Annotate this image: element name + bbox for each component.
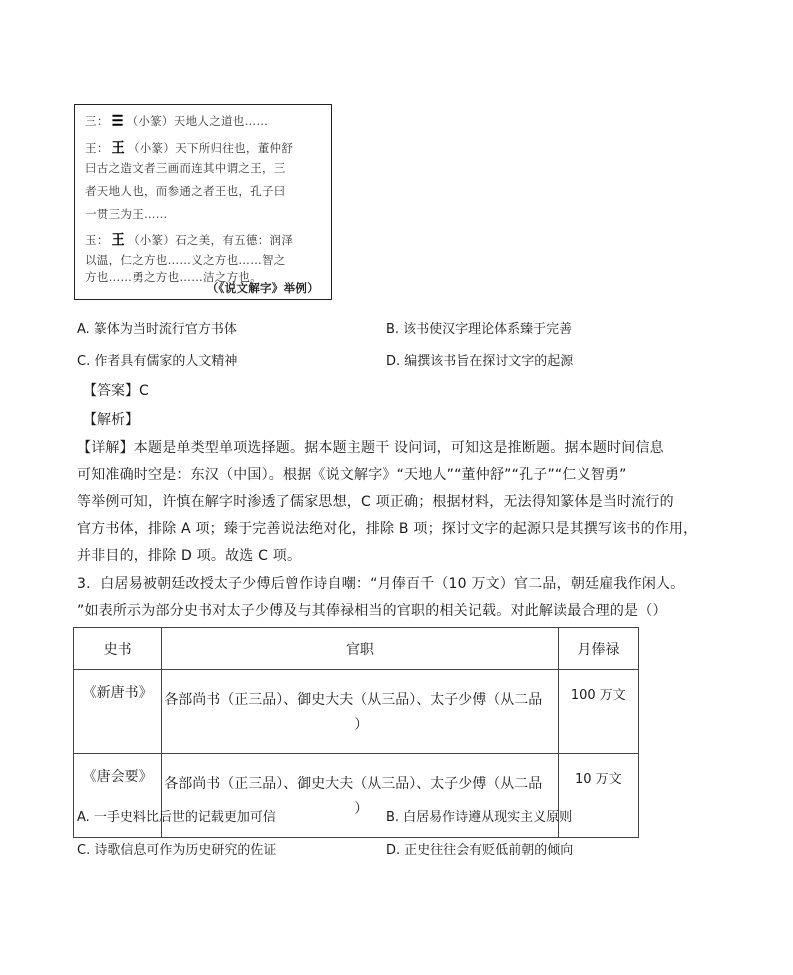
cell-post-line: 各部尚书（正三品）、御史大夫（从三品）、太子少傅（从二品 [164, 776, 543, 792]
excerpt-text: （小篆）天地人之道也…… [126, 114, 269, 128]
excerpt-line: 王： 王 （小篆）天下所归往也，董仲舒 [85, 137, 293, 156]
excerpt-line: 三： ☰ （小篆）天地人之道也…… [85, 113, 269, 130]
header-post: 官职 [162, 628, 558, 670]
shuowen-excerpt-box [74, 104, 332, 300]
excerpt-line: 者天地人也，而参通之者王也，孔子曰 [85, 184, 286, 198]
seal-script-glyph: 王 [111, 140, 125, 157]
q3-option-d: D. 正史往往会有贬低前朝的倾向 [386, 843, 574, 858]
answer-label: 【答案】C [83, 383, 149, 399]
explanation-line: 等举例可知，许慎在解字时渗透了儒家思想，C 项正确；根据材料，无法得知篆体是当时流行的 [77, 494, 674, 510]
cell-post-line: 各部尚书（正三品）、御史大夫（从三品）、太子少傅（从二品 [164, 692, 543, 708]
header-book: 史书 [74, 628, 162, 670]
q2-option-d: D. 编撰该书旨在探讨文字的起源 [386, 354, 574, 369]
excerpt-char: 王 [85, 141, 97, 155]
cell-book: 《唐会要》 [74, 754, 162, 838]
table-header-row [74, 628, 639, 670]
excerpt-char: 三 [85, 114, 97, 128]
table-row [74, 670, 639, 754]
q3-stem-line: 3．白居易被朝廷改授太子少傅后曾作诗自嘲：“月俸百千（10 万文）官二品，朝廷雇我作闲人。 [77, 576, 685, 592]
q3-stem-line: ”如表所示为部分史书对太子少傅及与其俸禄相当的官职的相关记载。对此解读最合理的是（） [77, 603, 667, 619]
excerpt-source: （《说文解字》举例） [206, 281, 319, 295]
q2-option-a: A. 篆体为当时流行官方书体 [77, 322, 237, 337]
explanation-line: 【详解】本题是单类型单项选择题。据本题主题干 设问词，可知这是推断题。据本题时间信息 [77, 440, 664, 456]
q2-option-b: B. 该书使汉字理论体系臻于完善 [386, 322, 573, 337]
cell-book: 《新唐书》 [74, 670, 162, 754]
excerpt-line: 曰古之造文者三画而连其中谓之王，三 [85, 161, 286, 175]
excerpt-char: 玉 [85, 233, 97, 247]
cell-pay: 100 万文 [558, 670, 638, 754]
excerpt-line: 方也……勇之方也……洁之方也。 [85, 270, 262, 284]
explanation-line: 并非目的，排除 D 项。故选 C 项。 [77, 548, 302, 564]
excerpt-line: 一贯三为王…… [85, 207, 168, 221]
explanation-line: 官方书体，排除 A 项；臻于完善说法绝对化，排除 B 项；探讨文字的起源只是其撰写该书的作用， [77, 521, 698, 537]
seal-script-glyph: ☰ [111, 113, 124, 130]
cell-pay: 10 万文 [558, 754, 638, 838]
excerpt-text: （小篆）石之美，有五德：润泽 [127, 233, 294, 247]
q3-option-b: B. 白居易作诗遵从现实主义原则 [386, 810, 573, 825]
excerpt-text: （小篆）天下所归往也，董仲舒 [127, 141, 294, 155]
excerpt-line: 以温，仁之方也……义之方也……智之 [85, 253, 286, 267]
q2-option-c: C. 作者具有儒家的人文精神 [77, 354, 238, 369]
q3-option-c: C. 诗歌信息可作为历史研究的佐证 [77, 843, 277, 858]
cell-post-line: ） [354, 801, 369, 817]
excerpt-line: 玉： 王 （小篆）石之美，有五德：润泽 [85, 229, 293, 248]
analysis-label: 【解析】 [83, 412, 139, 428]
seal-script-glyph: 王 [111, 232, 125, 249]
explanation-line: 可知准确时空是：东汉（中国）。根据《说文解字》“天地人”“董仲舒”“孔子”“仁义智勇” [77, 467, 627, 483]
header-pay: 月俸禄 [558, 628, 638, 670]
cell-post-line: ） [354, 717, 369, 733]
q3-option-a: A. 一手史料比后世的记载更加可信 [77, 810, 276, 825]
cell-post [162, 670, 558, 754]
